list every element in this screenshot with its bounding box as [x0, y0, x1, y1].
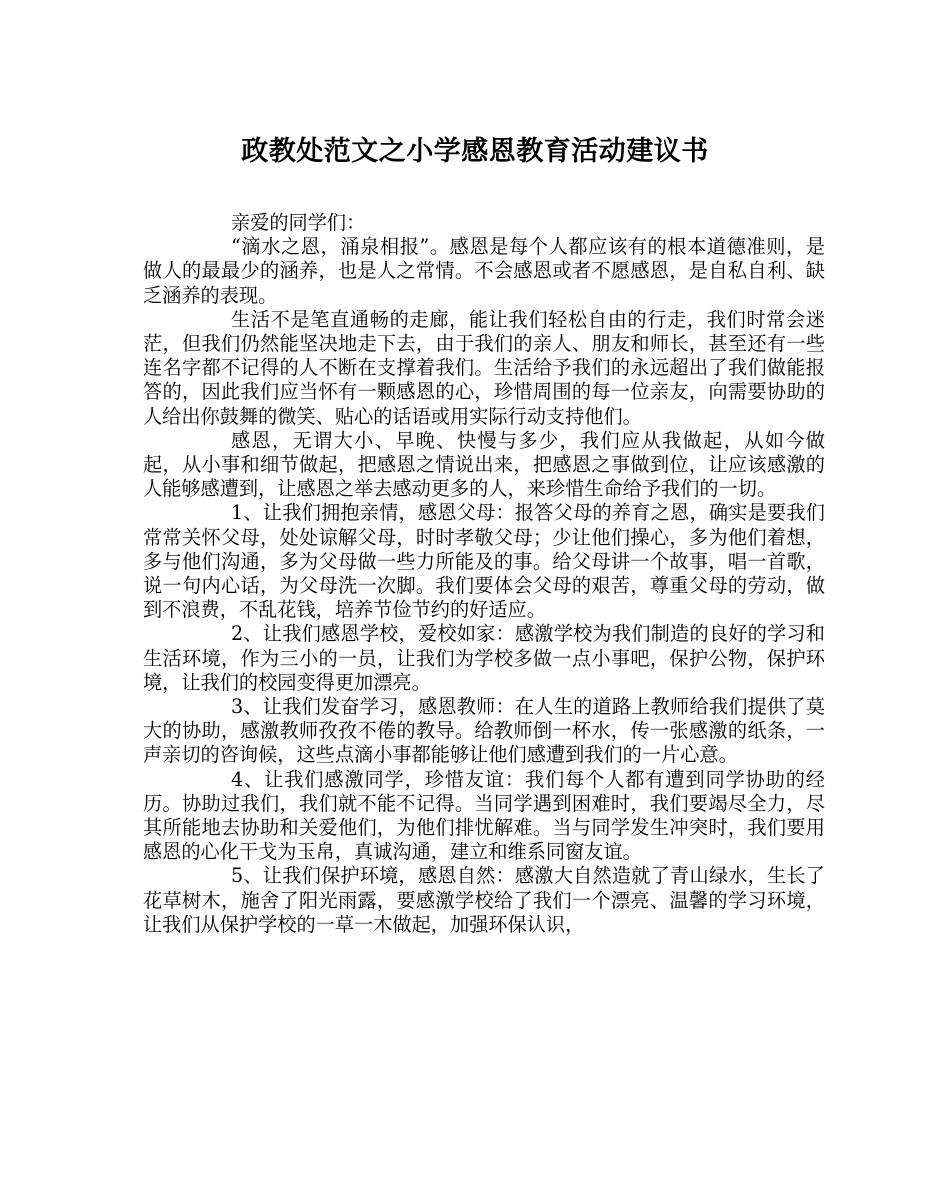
- document-title: 政教处范文之小学感恩教育活动建议书: [241, 136, 709, 167]
- paragraph: 3、让我们发奋学习，感恩教师：在人生的道路上教师给我们提供了莫大的协助，感激教师孜孜不倦的教导。给教师倒一杯水，传一张感激的纸条，一声亲切的咨询候，这些点滴小事都能够让他们感遭到我们的一片心意。: [143, 695, 825, 767]
- paragraph: 生活不是笔直通畅的走廊，能让我们轻松自由的行走，我们时常会迷茫，但我们仍然能坚决地走下去，由于我们的亲人、朋友和师长，甚至还有一些连名字都不记得的人不断在支撑着我们。生活给予我们的永远超出了我们做能报答的，因此我们应当怀有一颗感恩的心，珍惜周围的每一位亲友，向需要协助的人给出你鼓舞的微笑、贴心的话语或用实际行动支持他们。: [143, 307, 825, 428]
- paragraph: 4、让我们感激同学，珍惜友谊：我们每个人都有遭到同学协助的经历。协助过我们，我们就不能不记得。当同学遇到困难时，我们要竭尽全力，尽其所能地去协助和关爱他们，为他们排忧解难。当与同学发生冲突时，我们要用感恩的心化干戈为玉帛，真诚沟通，建立和维系同窗友谊。: [143, 767, 825, 864]
- greeting: 亲爱的同学们：: [231, 211, 366, 234]
- paragraph: “滴水之恩，涌泉相报”。感恩是每个人都应该有的根本道德准则，是做人的最最少的涵养，也是人之常情。不会感恩或者不愿感恩，是自私自利、缺乏涵养的表现。: [143, 235, 825, 307]
- paragraph: 5、让我们保护环境，感恩自然：感激大自然造就了青山绿水，生长了花草树木，施舍了阳光雨露，要感激学校给了我们一个漂亮、温馨的学习环境，让我们从保护学校的一草一木做起，加强环保认识，: [143, 864, 825, 936]
- document-body: [143, 211, 825, 937]
- paragraph: 2、让我们感恩学校，爱校如家：感激学校为我们制造的良好的学习和生活环境，作为三小的一员，让我们为学校多做一点小事吧，保护公物，保护环境，让我们的校园变得更加漂亮。: [143, 622, 825, 694]
- paragraph: 感恩，无谓大小、早晚、快慢与多少，我们应从我做起，从如今做起，从小事和细节做起，把感恩之情说出来，把感恩之事做到位，让应该感激的人能够感遭到，让感恩之举去感动更多的人，来珍惜生命给予我们的一切。: [143, 428, 825, 501]
- paragraph: 1、让我们拥抱亲情，感恩父母：报答父母的养育之恩，确实是要我们常常关怀父母，处处谅解父母，时时孝敬父母；少让他们操心，多为他们着想，多与他们沟通，多为父母做一些力所能及的事。给父母讲一个故事，唱一首歌，说一句内心话，为父母洗一次脚。我们要体会父母的艰苦，尊重父母的劳动，做到不浪费，不乱花钱，培养节俭节约的好适应。: [143, 501, 825, 622]
